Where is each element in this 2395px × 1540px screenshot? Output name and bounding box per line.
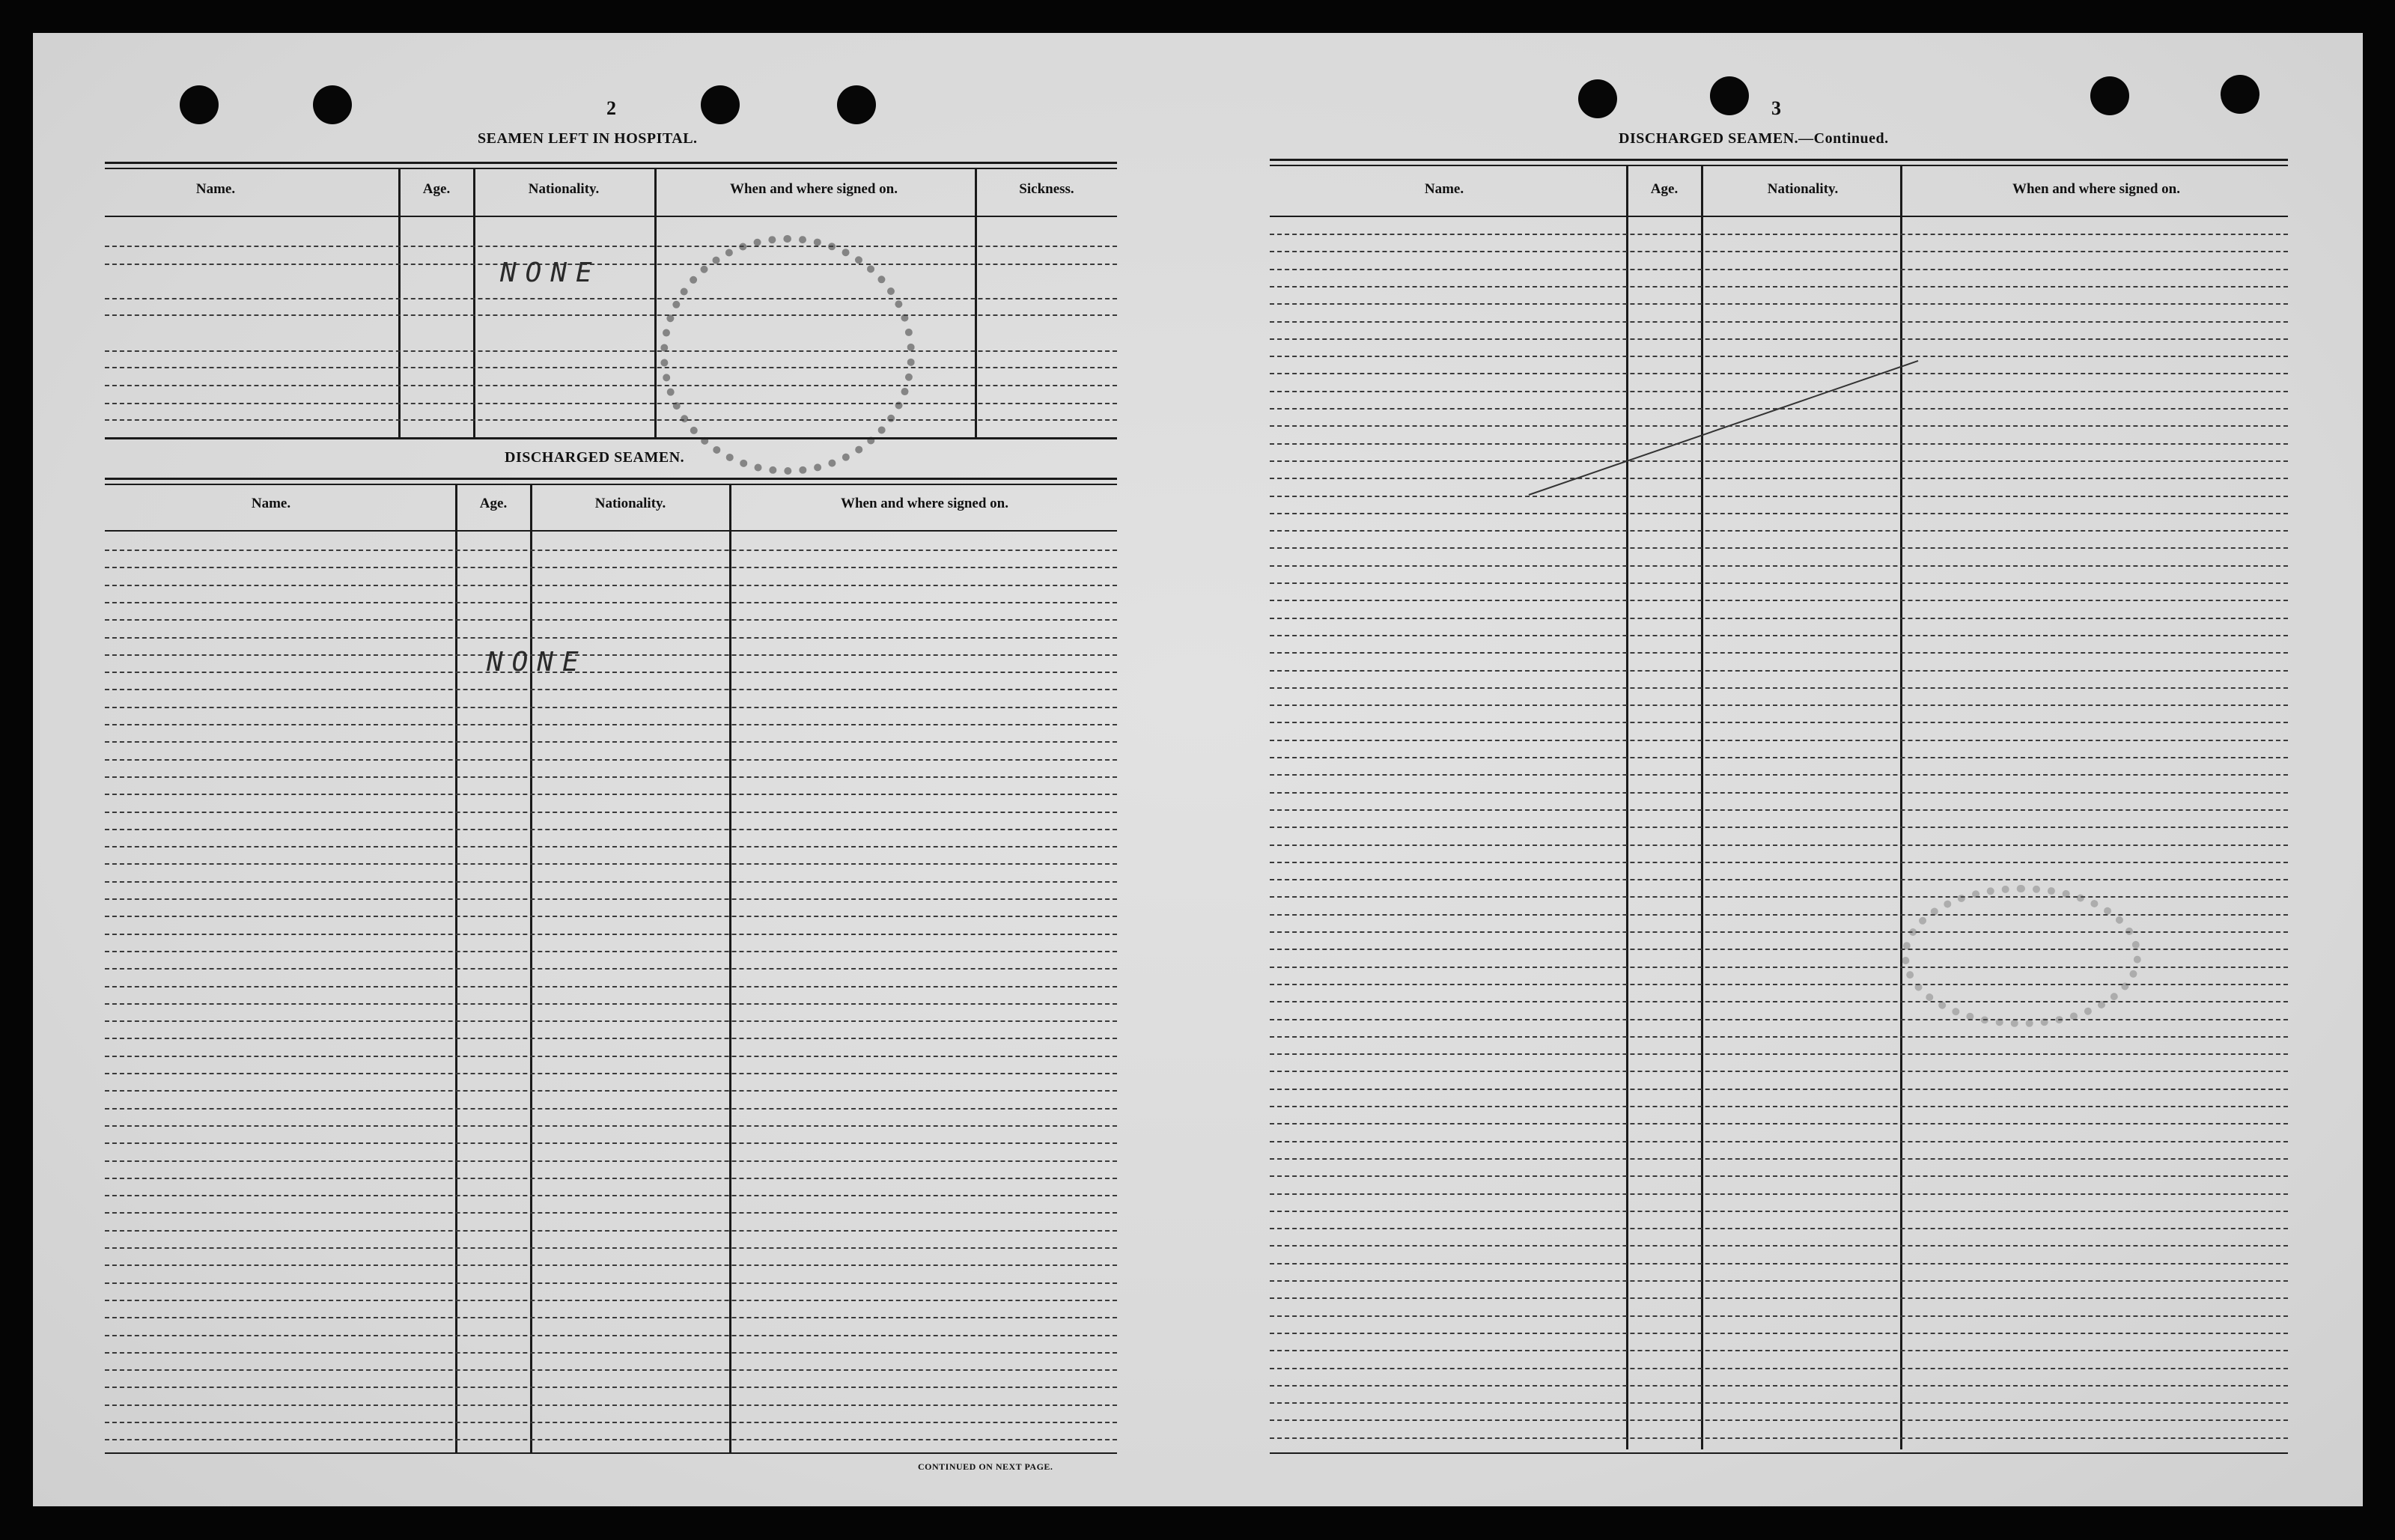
dotted-row-line (105, 707, 1117, 708)
punch-hole (1578, 79, 1617, 118)
punch-hole (837, 85, 876, 124)
punch-hole (180, 85, 219, 124)
dotted-row-line (105, 1090, 1117, 1092)
dotted-row-line (105, 724, 1117, 725)
dotted-row-line (105, 898, 1117, 900)
dotted-row-line (105, 1439, 1117, 1440)
dotted-row-line (1270, 391, 2288, 392)
dotted-row-line (1270, 1211, 2288, 1212)
discharged-col-nationality: Nationality. (594, 496, 666, 511)
dotted-row-line (1270, 565, 2288, 567)
dotted-row-line (105, 1178, 1117, 1179)
dotted-row-line (1270, 879, 2288, 880)
page-number-right: 3 (1771, 97, 1781, 119)
dotted-row-line (105, 1160, 1117, 1162)
dotted-row-line (105, 602, 1117, 603)
dotted-row-line (105, 1247, 1117, 1249)
dotted-row-line (105, 1212, 1117, 1214)
discharged-top-rule-2 (105, 484, 1117, 485)
postmark-stamp (1902, 885, 2141, 1027)
discharged-continued-title: DISCHARGED SEAMEN.—Continued. (1619, 130, 1889, 147)
dotted-row-line (105, 846, 1117, 847)
dotted-row-line (1270, 774, 2288, 776)
hospital-col-nationality: Nationality. (528, 181, 600, 197)
dotted-row-line (1270, 356, 2288, 357)
hospital-section-title: SEAMEN LEFT IN HOSPITAL. (478, 130, 698, 147)
dotted-row-line (1270, 844, 2288, 846)
right-divider (1701, 165, 1703, 1449)
dotted-row-line (105, 916, 1117, 917)
dotted-row-line (1270, 1263, 2288, 1264)
right-col-age: Age. (1650, 181, 1679, 197)
dotted-row-line (1270, 1089, 2288, 1090)
dotted-row-line (105, 1195, 1117, 1196)
document-sheet (33, 33, 2363, 1506)
punch-hole (701, 85, 740, 124)
dotted-row-line (105, 986, 1117, 987)
dotted-row-line (1270, 1245, 2288, 1247)
dotted-row-line (1270, 321, 2288, 323)
dotted-row-line (105, 812, 1117, 813)
dotted-row-line (1270, 251, 2288, 252)
dotted-row-line (1270, 862, 2288, 863)
dotted-row-line (1270, 670, 2288, 672)
hospital-top-rule-2 (105, 168, 1117, 169)
dotted-row-line (1270, 496, 2288, 497)
dotted-row-line (105, 1020, 1117, 1022)
dotted-row-line (1270, 530, 2288, 532)
dotted-row-line (1270, 792, 2288, 794)
dotted-row-line (1270, 600, 2288, 601)
dotted-row-line (1270, 652, 2288, 654)
discharged-col-age: Age. (479, 496, 508, 511)
dotted-row-line (105, 968, 1117, 970)
dotted-row-line (1270, 1385, 2288, 1387)
dotted-row-line (105, 1108, 1117, 1110)
dotted-row-line (1270, 1350, 2288, 1351)
dotted-row-line (1270, 1123, 2288, 1124)
dotted-row-line (1270, 1228, 2288, 1229)
dotted-row-line (105, 1142, 1117, 1144)
punch-hole (2090, 76, 2129, 115)
discharged-bottom-rule (105, 1452, 1117, 1454)
discharged-section-title: DISCHARGED SEAMEN. (505, 449, 685, 466)
dotted-row-line (105, 689, 1117, 690)
dotted-row-line (105, 1125, 1117, 1127)
hospital-top-rule (105, 162, 1117, 164)
dotted-row-line (1270, 1019, 2288, 1020)
dotted-row-line (1270, 1071, 2288, 1072)
dotted-row-line (105, 1422, 1117, 1423)
dotted-row-line (105, 1056, 1117, 1057)
dotted-row-line (1270, 827, 2288, 828)
dotted-row-line (105, 759, 1117, 761)
dotted-row-line (1270, 425, 2288, 427)
dotted-row-line (1270, 478, 2288, 479)
dotted-row-line (105, 1003, 1117, 1005)
page-number-left: 2 (606, 97, 616, 119)
dotted-row-line (105, 881, 1117, 883)
dotted-row-line (1270, 1036, 2288, 1038)
hospital-entry-none: NONE (500, 258, 601, 288)
hospital-divider (473, 168, 475, 439)
dotted-row-line (1270, 1315, 2288, 1317)
dotted-row-line (1270, 1141, 2288, 1142)
hospital-col-sickness: Sickness. (1019, 181, 1074, 197)
hospital-bottom-rule (105, 437, 1117, 439)
hospital-divider (398, 168, 401, 439)
dotted-row-line (105, 1300, 1117, 1301)
dotted-row-line (1270, 1053, 2288, 1055)
dotted-row-line (1270, 914, 2288, 916)
hospital-col-age: Age. (422, 181, 451, 197)
discharged-col-signed-on: When and where signed on. (840, 496, 1008, 511)
dotted-row-line (105, 829, 1117, 830)
dotted-row-line (105, 741, 1117, 743)
dotted-row-line (105, 1352, 1117, 1354)
dotted-row-line (1270, 443, 2288, 445)
pen-stroke (1529, 360, 1919, 496)
dotted-row-line (1270, 547, 2288, 549)
dotted-row-line (1270, 234, 2288, 235)
dotted-row-line (1270, 722, 2288, 723)
dotted-row-line (105, 776, 1117, 778)
right-bottom-rule (1270, 1452, 2288, 1454)
dotted-row-line (1270, 1368, 2288, 1369)
dotted-row-line (1270, 618, 2288, 619)
dotted-row-line (1270, 303, 2288, 305)
dotted-row-line (1270, 1297, 2288, 1299)
right-top-rule (1270, 159, 2288, 161)
dotted-row-line (105, 794, 1117, 795)
punch-hole (2221, 75, 2259, 114)
dotted-row-line (1270, 373, 2288, 374)
right-divider (1626, 165, 1628, 1449)
hospital-divider (975, 168, 977, 439)
right-col-signed-on: When and where signed on. (2012, 181, 2180, 197)
dotted-row-line (105, 550, 1117, 551)
hospital-col-name: Name. (195, 181, 236, 197)
discharged-entry-none: NONE (487, 647, 588, 678)
right-header-rule (1270, 216, 2288, 217)
dotted-row-line (105, 672, 1117, 673)
dotted-row-line (1270, 1193, 2288, 1195)
dotted-row-line (1270, 338, 2288, 340)
dotted-row-line (1270, 757, 2288, 758)
dotted-row-line (1270, 931, 2288, 933)
discharged-top-rule (105, 478, 1117, 480)
dotted-row-line (105, 1073, 1117, 1074)
hospital-divider (654, 168, 657, 439)
discharged-header-rule (105, 530, 1117, 532)
dotted-row-line (1270, 740, 2288, 741)
dotted-row-line (1270, 269, 2288, 270)
hospital-header-rule (105, 216, 1117, 217)
dotted-row-line (1270, 1437, 2288, 1439)
dotted-row-line (105, 1387, 1117, 1388)
dotted-row-line (1270, 1001, 2288, 1002)
dotted-row-line (1270, 809, 2288, 811)
dotted-row-line (105, 1369, 1117, 1371)
dotted-row-line (105, 951, 1117, 952)
dotted-row-line (1270, 984, 2288, 985)
dotted-row-line (105, 1317, 1117, 1318)
dotted-row-line (1270, 1333, 2288, 1334)
dotted-row-line (105, 1038, 1117, 1039)
dotted-row-line (1270, 513, 2288, 514)
dotted-row-line (1270, 582, 2288, 584)
dotted-row-line (1270, 1402, 2288, 1404)
dotted-row-line (1270, 1280, 2288, 1282)
punch-hole (313, 85, 352, 124)
hospital-col-signed-on: When and where signed on. (729, 181, 898, 197)
right-divider (1900, 165, 1902, 1449)
dotted-row-line (1270, 687, 2288, 689)
dotted-row-line (1270, 1419, 2288, 1421)
dotted-row-line (105, 863, 1117, 865)
dotted-row-line (105, 637, 1117, 639)
dotted-row-line (1270, 704, 2288, 706)
dotted-row-line (1270, 1158, 2288, 1160)
discharged-col-name: Name. (251, 496, 291, 511)
dotted-row-line (105, 619, 1117, 621)
dotted-row-line (105, 567, 1117, 568)
dotted-row-line (105, 934, 1117, 935)
continued-footer: CONTINUED ON NEXT PAGE. (918, 1461, 1053, 1472)
dotted-row-line (105, 1404, 1117, 1406)
right-col-name: Name. (1424, 181, 1464, 197)
dotted-row-line (1270, 635, 2288, 636)
dotted-row-line (105, 1282, 1117, 1284)
dotted-row-line (1270, 896, 2288, 898)
punch-hole (1710, 76, 1749, 115)
dotted-row-line (105, 654, 1117, 656)
dotted-row-line (105, 1230, 1117, 1232)
dotted-row-line (1270, 286, 2288, 287)
dotted-row-line (105, 585, 1117, 586)
dotted-row-line (105, 1264, 1117, 1266)
dotted-row-line (105, 1335, 1117, 1336)
right-top-rule-2 (1270, 165, 2288, 166)
dotted-row-line (1270, 1106, 2288, 1107)
right-col-nationality: Nationality. (1767, 181, 1839, 197)
dotted-row-line (1270, 1175, 2288, 1177)
dotted-row-line (1270, 460, 2288, 462)
